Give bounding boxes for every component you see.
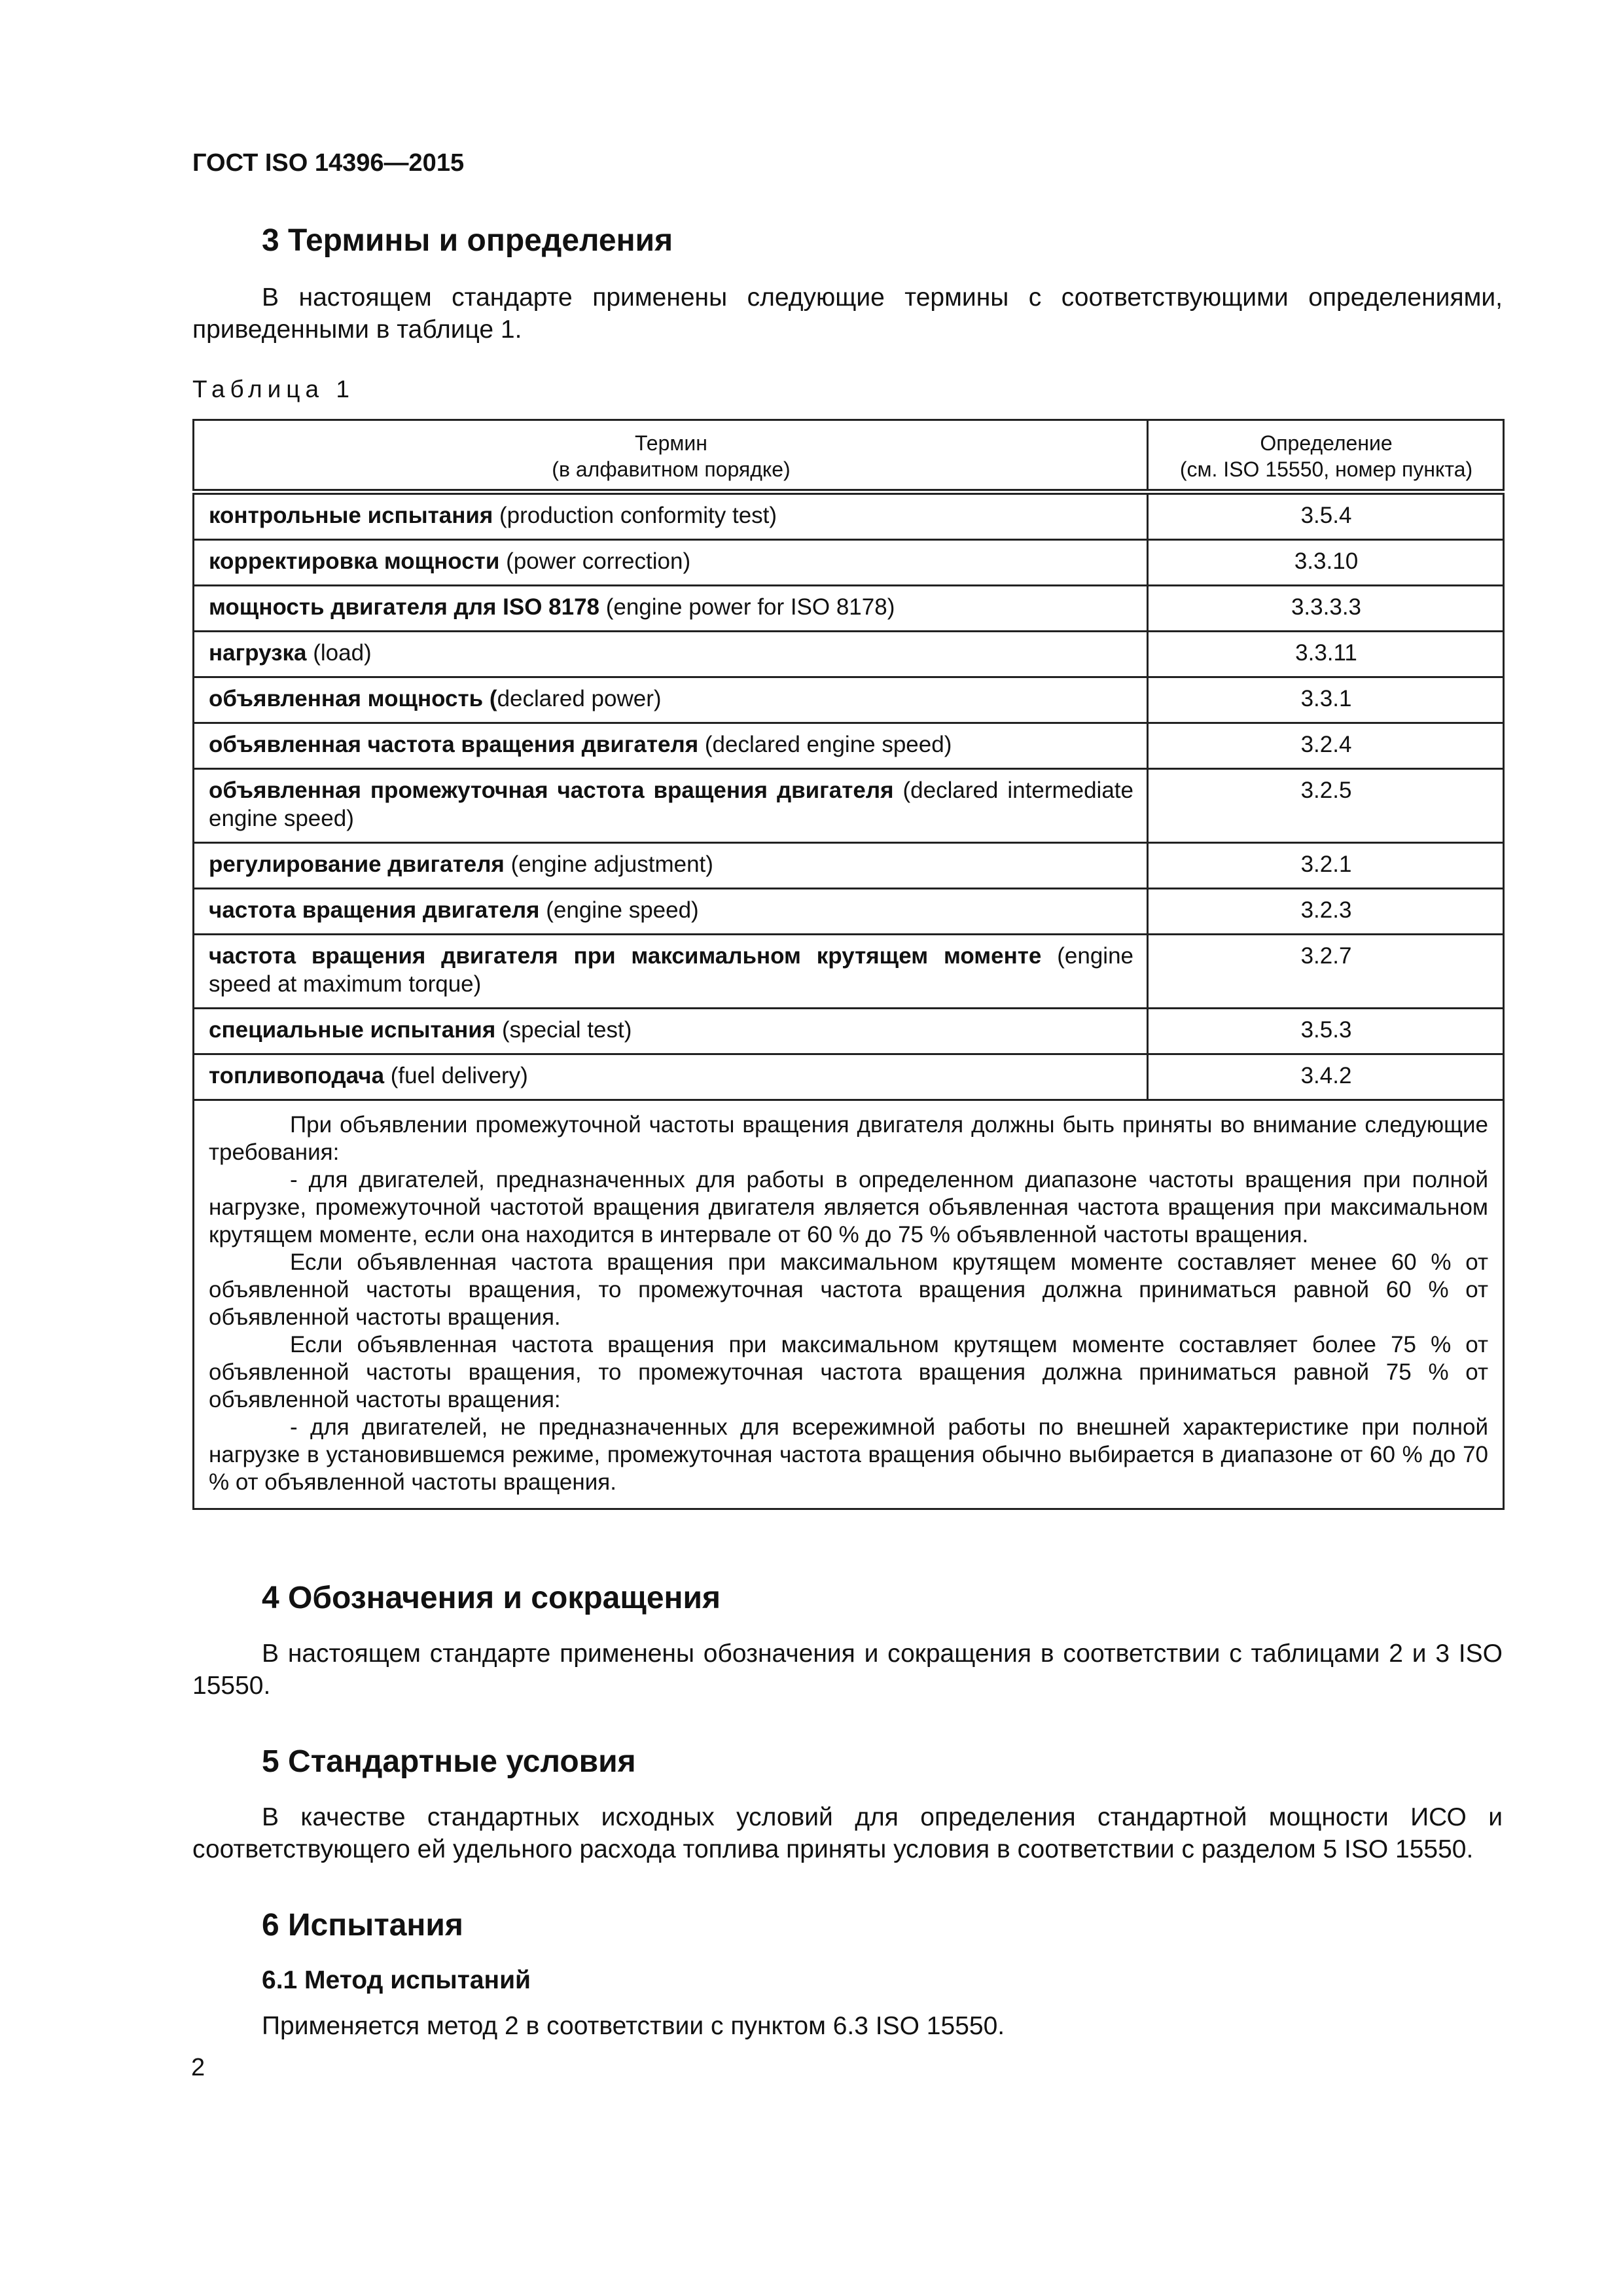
- term-column-header: [194, 420, 1148, 492]
- note-paragraph: При объявлении промежуточной частоты вращения двигателя должны быть приняты во внимание следующие требования:: [209, 1112, 1488, 1165]
- table-row: [194, 492, 1504, 540]
- term-english: (declared engine speed): [698, 732, 952, 757]
- note-paragraph: - для двигателей, не предназначенных для всережимной работы по внешней характеристике при полной нагрузке в установившемся режиме, промежуточная частота вращения обычно выбирается в диапазоне от 60 % до 70 % от объявленной частоты вращения.: [209, 1414, 1488, 1495]
- term-english: (load): [306, 640, 372, 666]
- table-header-row: [194, 420, 1504, 492]
- definition-header-line1: Определение: [1260, 431, 1393, 455]
- section-3-title: 3 Термины и определения: [262, 223, 673, 258]
- note-paragraph: Если объявленная частота вращения при максимальном крутящем моменте составляет менее 60 % от объявленной частоты вращения, то промежуточная частота вращения должна приниматься равной 60 % от объявленной частоты вращения.: [209, 1249, 1488, 1330]
- term-cell: [194, 632, 1148, 677]
- term-cell: [194, 769, 1148, 843]
- table-caption: Таблица 1: [192, 376, 355, 403]
- term-english: (production conformity test): [493, 503, 777, 528]
- term-english: (engine adjustment): [504, 852, 713, 877]
- term-english: (engine speed): [539, 897, 699, 923]
- term-cell: [194, 843, 1148, 889]
- term-bold: регулирование двигателя: [209, 852, 505, 877]
- table-row: [194, 632, 1504, 677]
- reference-cell: 3.3.10: [1148, 540, 1504, 586]
- term-cell: [194, 677, 1148, 723]
- table-row: [194, 723, 1504, 769]
- note-paragraph: Если объявленная частота вращения при максимальном крутящем моменте составляет более 75 % от объявленной частоты вращения, то промежуточная частота вращения должна приниматься равной 75 % от объявленной частоты вращения:: [209, 1332, 1488, 1412]
- term-bold: нагрузка: [209, 640, 307, 666]
- terms-table: [192, 419, 1505, 1510]
- table-row: [194, 677, 1504, 723]
- section-4-title: 4 Обозначения и сокращения: [262, 1581, 721, 1615]
- reference-cell: 3.2.5: [1148, 769, 1504, 843]
- term-header-line1: Термин: [635, 431, 707, 455]
- subsection-6-1-text: Применяется метод 2 в соответствии с пунктом 6.3 ISO 15550.: [262, 2012, 1005, 2040]
- term-bold: объявленная частота вращения двигателя: [209, 732, 699, 757]
- table-row: [194, 586, 1504, 632]
- term-bold: объявленная мощность (: [209, 686, 497, 711]
- subsection-6-1-title: 6.1 Метод испытаний: [262, 1966, 531, 1994]
- term-english: (special test): [495, 1017, 632, 1043]
- table-row: [194, 843, 1504, 889]
- term-english: (power correction): [499, 548, 691, 574]
- table-row: [194, 540, 1504, 586]
- definition-column-header: [1148, 420, 1504, 492]
- term-english: (fuel delivery): [384, 1063, 528, 1088]
- reference-cell: 3.2.1: [1148, 843, 1504, 889]
- section-6-title: 6 Испытания: [262, 1908, 463, 1943]
- section-4-text: В настоящем стандарте применены обозначения и сокращения в соответствии с таблицами 2 и 3 ISO 15550.: [192, 1640, 1503, 1700]
- term-bold: частота вращения двигателя при максимальном крутящем моменте: [209, 943, 1042, 969]
- term-bold: контрольные испытания: [209, 503, 493, 528]
- term-header-line2: (в алфавитном порядке): [552, 457, 791, 481]
- term-cell: [194, 492, 1148, 540]
- reference-cell: 3.3.1: [1148, 677, 1504, 723]
- reference-cell: 3.3.11: [1148, 632, 1504, 677]
- section-5-text: В качестве стандартных исходных условий для определения стандартной мощности ИСО и соответствующего ей удельного расхода топлива приняты условия в соответствии с разделом 5 ISO 15550.: [192, 1803, 1503, 1863]
- term-cell: [194, 1054, 1148, 1100]
- reference-cell: 3.2.4: [1148, 723, 1504, 769]
- term-bold: корректировка мощности: [209, 548, 500, 574]
- reference-cell: 3.5.4: [1148, 492, 1504, 540]
- reference-cell: 3.3.3.3: [1148, 586, 1504, 632]
- table-row: [194, 889, 1504, 935]
- term-bold: специальные испытания: [209, 1017, 496, 1043]
- term-bold: мощность двигателя для ISO 8178: [209, 594, 599, 620]
- reference-cell: 3.5.3: [1148, 1009, 1504, 1054]
- term-english: (engine speed at maximum torque): [209, 943, 1134, 997]
- term-bold: топливоподача: [209, 1063, 385, 1088]
- table-row: [194, 1054, 1504, 1100]
- term-english: (declared intermediate engine speed): [209, 778, 1133, 831]
- table-note-row: [194, 1100, 1504, 1509]
- term-cell: [194, 1009, 1148, 1054]
- reference-cell: 3.2.7: [1148, 935, 1504, 1009]
- term-cell: [194, 586, 1148, 632]
- reference-cell: 3.4.2: [1148, 1054, 1504, 1100]
- section-5-title: 5 Стандартные условия: [262, 1744, 636, 1779]
- document-code: ГОСТ ISO 14396—2015: [192, 149, 465, 177]
- table-row: [194, 1009, 1504, 1054]
- term-cell: [194, 935, 1148, 1009]
- term-cell: [194, 540, 1148, 586]
- reference-cell: 3.2.3: [1148, 889, 1504, 935]
- page-number: 2: [191, 2054, 205, 2081]
- definition-header-line2: (см. ISO 15550, номер пункта): [1179, 457, 1473, 481]
- term-cell: [194, 889, 1148, 935]
- term-bold: объявленная промежуточная частота вращения двигателя: [209, 778, 894, 803]
- term-cell: [194, 723, 1148, 769]
- note-paragraph: - для двигателей, предназначенных для работы в определенном диапазоне частоты вращения при полной нагрузке, промежуточной частотой вращения двигателя является объявленная частота вращения при максимальном крутящем моменте, если она находится в интервале от 60 % до 75 % объявленной частоты вращения.: [209, 1167, 1488, 1247]
- term-english: (engine power for ISO 8178): [599, 594, 895, 620]
- table-row: [194, 769, 1504, 843]
- table-row: [194, 935, 1504, 1009]
- term-english: declared power): [497, 686, 662, 711]
- table-note: [194, 1100, 1504, 1509]
- section-3-intro: В настоящем стандарте применены следующие термины с соответствующими определениями, приведенными в таблице 1.: [192, 283, 1503, 344]
- term-bold: частота вращения двигателя: [209, 897, 540, 923]
